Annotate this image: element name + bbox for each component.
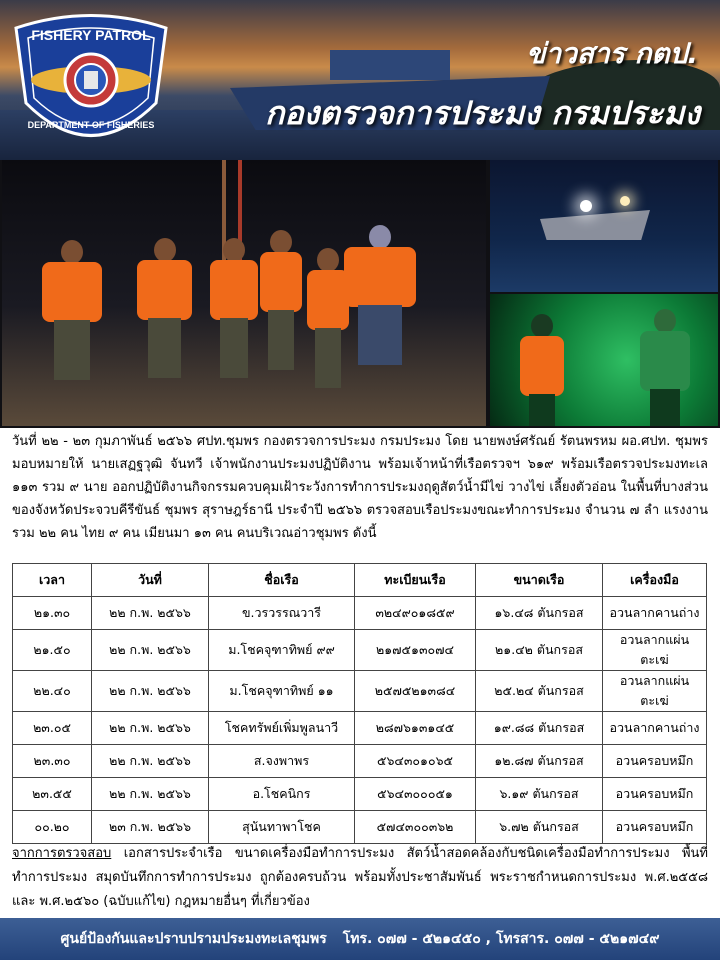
- table-row: [13, 745, 707, 778]
- time-cell: ๒๓.๕๕: [13, 778, 92, 811]
- gear-cell: อวนครอบหมึก: [603, 778, 707, 811]
- table-row: [13, 811, 707, 844]
- table-row: [13, 712, 707, 745]
- fisherman-figure: [137, 238, 192, 388]
- contact-phone: โทร. ๐๗๗ - ๕๒๑๔๕๐ , โทรสาร. ๐๗๗ - ๕๒๑๗๔๙: [342, 931, 660, 947]
- date-cell: ๒๒ ก.พ. ๒๕๖๖: [92, 597, 209, 630]
- registration-cell: ๕๖๔๓๐๐๐๕๑: [355, 778, 476, 811]
- boat-name-cell: ม.โชคจุฑาทิพย์ ๑๑: [209, 671, 355, 712]
- fisherman-figure: [307, 248, 349, 378]
- boat-size-cell: ๑๙.๘๘ ตันกรอส: [476, 712, 603, 745]
- department-title: กองตรวจการประมง กรมประมง: [264, 94, 700, 132]
- boat-size-cell: ๑๒.๘๗ ตันกรอส: [476, 745, 603, 778]
- gear-cell: อวนครอบหมึก: [603, 745, 707, 778]
- time-cell: ๒๒.๔๐: [13, 671, 92, 712]
- inspection-table: [12, 563, 707, 844]
- boat-name-cell: อ.โชคนิกร: [209, 778, 355, 811]
- column-header: วันที่: [92, 564, 209, 597]
- gear-cell: อวนลากแผ่นตะเฆ่: [603, 671, 707, 712]
- table-row: [13, 630, 707, 671]
- column-header: เครื่องมือ: [603, 564, 707, 597]
- time-cell: ๒๓.๐๕: [13, 712, 92, 745]
- ship-cabin: [330, 50, 450, 80]
- date-cell: ๒๒ ก.พ. ๒๕๖๖: [92, 745, 209, 778]
- boat-name-cell: ข.วรวรรณวารี: [209, 597, 355, 630]
- boat-size-cell: ๖.๑๙ ตันกรอส: [476, 778, 603, 811]
- registration-cell: ๕๖๔๓๐๑๐๖๕: [355, 745, 476, 778]
- registration-cell: ๒๑๗๕๑๓๐๗๔: [355, 630, 476, 671]
- registration-cell: ๒๘๗๖๑๓๑๔๕: [355, 712, 476, 745]
- fishing-boat-night-photo: [490, 160, 718, 292]
- column-header: เวลา: [13, 564, 92, 597]
- result-text: เอกสารประจำเรือ ขนาดเครื่องมือทำการประมง สัตว์น้ำสอดคล้องกับชนิดเครื่องมือทำการประมง พื้นที่ทำการประมง สมุดบันทึกการทำการประมง ถูกต้องครบถ้วน พร้อมทั้งประชาสัมพันธ์ พระราชกำหนดการประมง พ.ศ.๒๕๕๘ และ พ.ศ.๒๕๖๐ (ฉบับแก้ไข) กฎหมายอื่นๆ ที่เกี่ยวข้อง: [12, 846, 708, 909]
- fishery-patrol-badge-icon: [6, 8, 176, 158]
- photo-collage: [0, 160, 720, 428]
- officer-figure: [344, 225, 416, 405]
- result-label: จากการตรวจสอบ: [12, 846, 112, 861]
- column-header: ทะเบียนเรือ: [355, 564, 476, 597]
- inspection-photo-main: [2, 160, 486, 426]
- date-cell: ๒๒ ก.พ. ๒๕๖๖: [92, 778, 209, 811]
- date-cell: ๒๓ ก.พ. ๒๕๖๖: [92, 811, 209, 844]
- news-title: ข่าวสาร กตป.: [526, 37, 698, 70]
- date-cell: ๒๒ ก.พ. ๒๕๖๖: [92, 630, 209, 671]
- gear-cell: อวนลากคานถ่าง: [603, 597, 707, 630]
- gear-cell: อวนลากแผ่นตะเฆ่: [603, 630, 707, 671]
- boat-size-cell: ๒๕.๒๔ ตันกรอส: [476, 671, 603, 712]
- time-cell: ๒๑.๕๐: [13, 630, 92, 671]
- table-row: [13, 778, 707, 811]
- boat-name-cell: ม.โชคจุฑาทิพย์ ๙๙: [209, 630, 355, 671]
- boat-size-cell: ๒๑.๔๒ ตันกรอส: [476, 630, 603, 671]
- time-cell: ๐๐.๒๐: [13, 811, 92, 844]
- badge-top-text: FISHERY PATROL: [31, 27, 151, 43]
- fisherman-figure: [640, 309, 690, 419]
- gear-cell: อวนครอบหมึก: [603, 811, 707, 844]
- inspection-result-paragraph: [12, 842, 708, 914]
- contact-footer-bar: [0, 918, 720, 960]
- boat-size-cell: ๑๖.๔๘ ตันกรอส: [476, 597, 603, 630]
- registration-cell: ๓๒๔๙๐๑๘๕๙: [355, 597, 476, 630]
- column-header: ขนาดเรือ: [476, 564, 603, 597]
- fisherman-figure: [260, 230, 302, 360]
- table-row: [13, 671, 707, 712]
- time-cell: ๒๑.๓๐: [13, 597, 92, 630]
- registration-cell: ๒๕๗๕๒๑๓๘๔: [355, 671, 476, 712]
- time-cell: ๒๓.๓๐: [13, 745, 92, 778]
- column-header: ชื่อเรือ: [209, 564, 355, 597]
- header-banner: [0, 0, 720, 160]
- date-cell: ๒๒ ก.พ. ๒๕๖๖: [92, 712, 209, 745]
- fisherman-figure: [210, 238, 258, 378]
- badge-bottom-text: DEPARTMENT OF FISHERIES: [27, 120, 155, 130]
- registration-cell: ๕๗๔๓๐๐๓๖๒: [355, 811, 476, 844]
- fisherman-figure: [42, 240, 102, 390]
- boat-size-cell: ๖.๗๒ ตันกรอส: [476, 811, 603, 844]
- boat-name-cell: ส.จงพาพร: [209, 745, 355, 778]
- table-row: [13, 597, 707, 630]
- green-light-inspection-photo: [490, 294, 718, 426]
- boat-name-cell: สุนันทาพาโชค: [209, 811, 355, 844]
- date-cell: ๒๒ ก.พ. ๒๕๖๖: [92, 671, 209, 712]
- intro-paragraph: วันที่ ๒๒ - ๒๓ กุมภาพันธ์ ๒๕๖๖ ศปท.ชุมพร กองตรวจการประมง กรมประมง โดย นายพงษ์ศรัณย์ รัตนพรหม ผอ.ศปท. ชุมพร มอบหมายให้ นายเสฏฐวุฒิ จันทวี เจ้าพนักงานประมงปฏิบัติงาน พร้อมเจ้าหน้าที่เรือตรวจฯ ๖๑๙ พร้อมเรือตรวจประมงทะเล ๑๑๓ รวม ๙ นาย ออกปฏิบัติงานกิจกรรมควบคุมเฝ้าระวังการทำการประมงฤดูสัตว์น้ำมีไข่ วางไข่ เลี้ยงตัวอ่อน ในพื้นที่บางส่วนของจังหวัดประจวบคีรีขันธ์ ชุมพร สุราษฎร์ธานี ประจำปี ๒๕๖๖ ตรวจสอบเรือประมงขณะทำการประมง จำนวน ๗ ลำ แรงงานรวม ๒๒ คน ไทย ๙ คน เมียนมา ๑๓ คน คนบริเวณอ่าวชุมพร ดังนี้: [12, 434, 708, 541]
- boat-name-cell: โชคทรัพย์เพิ่มพูลนาวี: [209, 712, 355, 745]
- table-header-row: [13, 564, 707, 597]
- officer-figure: [520, 314, 564, 424]
- gear-cell: อวนลากคานถ่าง: [603, 712, 707, 745]
- center-name: ศูนย์ป้องกันและปราบปรามประมงทะเลชุมพร: [60, 931, 327, 947]
